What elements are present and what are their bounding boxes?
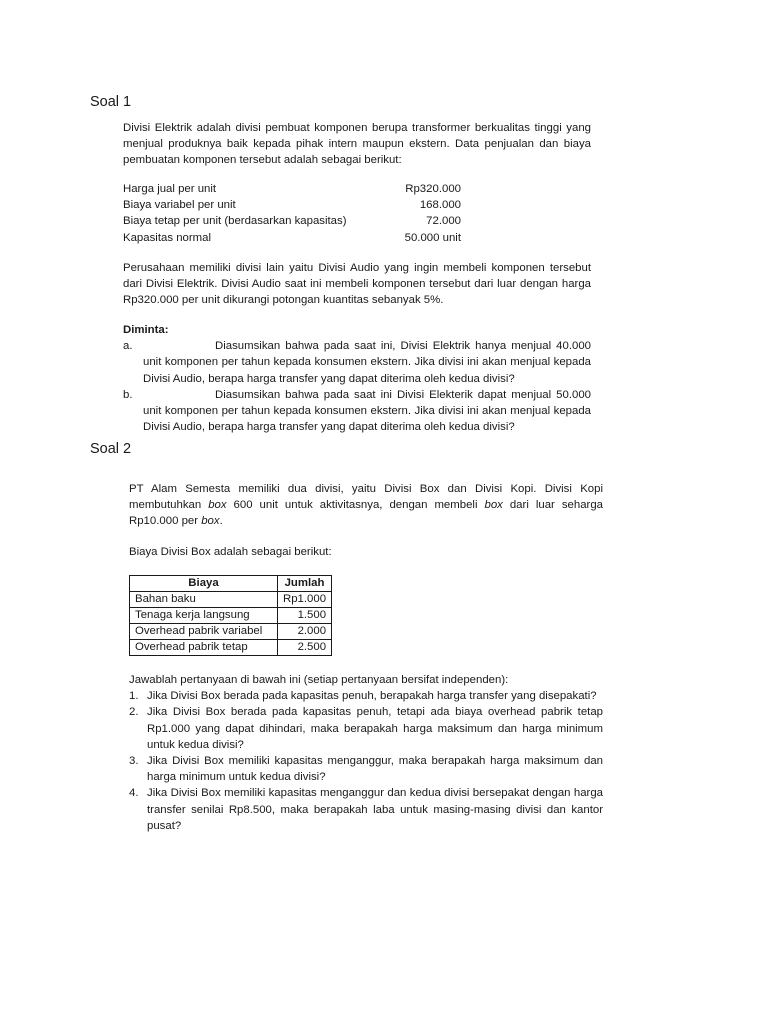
soal2-intro: PT Alam Semesta memiliki dua divisi, yaitu Divisi Box dan Divisi Kopi. Divisi Kopi membutuhkan box 600 unit untuk aktivitasnya, dengan membeli box dari luar seharga Rp10.000 per box. (129, 483, 603, 528)
table-cell-item: Overhead pabrik variabel (130, 624, 278, 640)
question-text: Jika Divisi Box memiliki kapasitas menganggur dan kedua divisi bersepakat dengan harga transfer senilai Rp8.500, maka berapakah laba untuk masing-masing divisi dan kantor pusat? (147, 787, 603, 832)
table-cell-amount: Rp1.000 (278, 592, 332, 608)
question-number: 1. (129, 690, 139, 703)
question-item (123, 387, 591, 436)
question-number: 3. (129, 755, 139, 768)
question-text: Jika Divisi Box berada pada kapasitas penuh, tetapi ada biaya overhead pabrik tetap Rp1.000 yang dapat dihindari, maka berapakah harga maksimum dan harga minimum untuk kedua divisi? (147, 706, 603, 751)
data-row-label: Biaya variabel per unit (123, 199, 236, 212)
table-header-jumlah: Jumlah (278, 576, 332, 592)
question-first-line: Diasumsikan bahwa pada saat ini Divisi Elekterik dapat menjual 50.000 (215, 388, 591, 401)
list-item (129, 688, 603, 704)
question-text: Jika Divisi Box memiliki kapasitas menganggur, maka berapakah harga maksimum dan harga minimum untuk kedua divisi? (147, 755, 603, 784)
soal1-intro: Divisi Elektrik adalah divisi pembuat komponen berupa transformer berkualitas tinggi yang menjual produknya baik kepada pihak intern maupun ekstern. Data penjualan dan biaya pembuatan komponen tersebut adalah sebagai berikut: (123, 122, 591, 167)
cost-table (129, 575, 332, 656)
data-row-value: 50.000 unit (404, 231, 461, 244)
list-item (129, 785, 603, 834)
data-row (123, 181, 461, 197)
data-row-value: 72.000 (426, 215, 461, 228)
list-item (129, 753, 603, 785)
question-text: unit komponen per tahun kepada konsumen ekstern. Jika divisi ini akan menjual kepada Divisi Audio, berapa harga transfer yang dapat diterima oleh kedua divisi? (143, 405, 591, 434)
table-row (130, 624, 332, 640)
soal1-intro-block (123, 120, 591, 169)
question-text: Jika Divisi Box berada pada kapasitas penuh, berapakah harga transfer yang disepakati? (147, 690, 597, 703)
soal1-para2-block (123, 260, 591, 309)
table-cell-amount: 2.500 (278, 640, 332, 656)
question-item (123, 338, 591, 387)
soal2-intro-block (129, 481, 603, 530)
data-row-value: Rp320.000 (405, 183, 461, 195)
data-row (123, 213, 461, 229)
table-row (130, 640, 332, 656)
list-item (129, 704, 603, 753)
table-cell-item: Bahan baku (130, 592, 278, 608)
data-row (123, 230, 461, 246)
instruction: Jawablah pertanyaan di bawah ini (setiap pertanyaan bersifat independen): (129, 674, 509, 686)
table-header-biaya: Biaya (130, 576, 278, 592)
data-row-label: Biaya tetap per unit (berdasarkan kapasitas) (123, 215, 347, 228)
soal1-para2: Perusahaan memiliki divisi lain yaitu Divisi Audio yang ingin membeli komponen tersebut dari Divisi Elektrik. Divisi Audio saat ini membeli komponen tersebut dari luar dengan harga Rp320.000 per unit dikurangi potongan kuantitas sebanyak 5%. (123, 262, 591, 307)
table-cell-amount: 1.500 (278, 608, 332, 624)
diminta-title: Diminta: (123, 324, 169, 336)
question-letter: b. (123, 388, 133, 401)
question-letter: a. (123, 340, 133, 353)
table-header-row (130, 576, 332, 592)
data-row-label: Kapasitas normal (123, 231, 212, 244)
table-cell-amount: 2.000 (278, 624, 332, 640)
soal1-data-list (123, 181, 461, 246)
question-number: 2. (129, 706, 139, 719)
table-row (130, 592, 332, 608)
soal2-heading: Soal 2 (90, 441, 132, 457)
question-text: unit komponen per tahun kepada konsumen ekstern. Jika divisi ini akan menjual kepada Divisi Audio, berapa harga transfer yang dapat diterima oleh kedua divisi? (143, 356, 591, 385)
table-cell-item: Tenaga kerja langsung (130, 608, 278, 624)
question-list (129, 688, 603, 834)
data-row (123, 197, 461, 213)
soal1-diminta (123, 322, 591, 435)
data-row-value: 168.000 (419, 199, 461, 212)
data-row-label: Harga jual per unit (123, 183, 217, 195)
soal1-heading: Soal 1 (90, 94, 132, 110)
question-number: 4. (129, 787, 139, 800)
cost-intro-block (129, 544, 603, 560)
soal2-questions-block (129, 672, 603, 834)
question-first-line: Diasumsikan bahwa pada saat ini, Divisi Elektrik hanya menjual 40.000 (215, 340, 591, 353)
table-cell-item: Overhead pabrik tetap (130, 640, 278, 656)
cost-intro: Biaya Divisi Box adalah sebagai berikut: (129, 546, 332, 558)
table-row (130, 608, 332, 624)
